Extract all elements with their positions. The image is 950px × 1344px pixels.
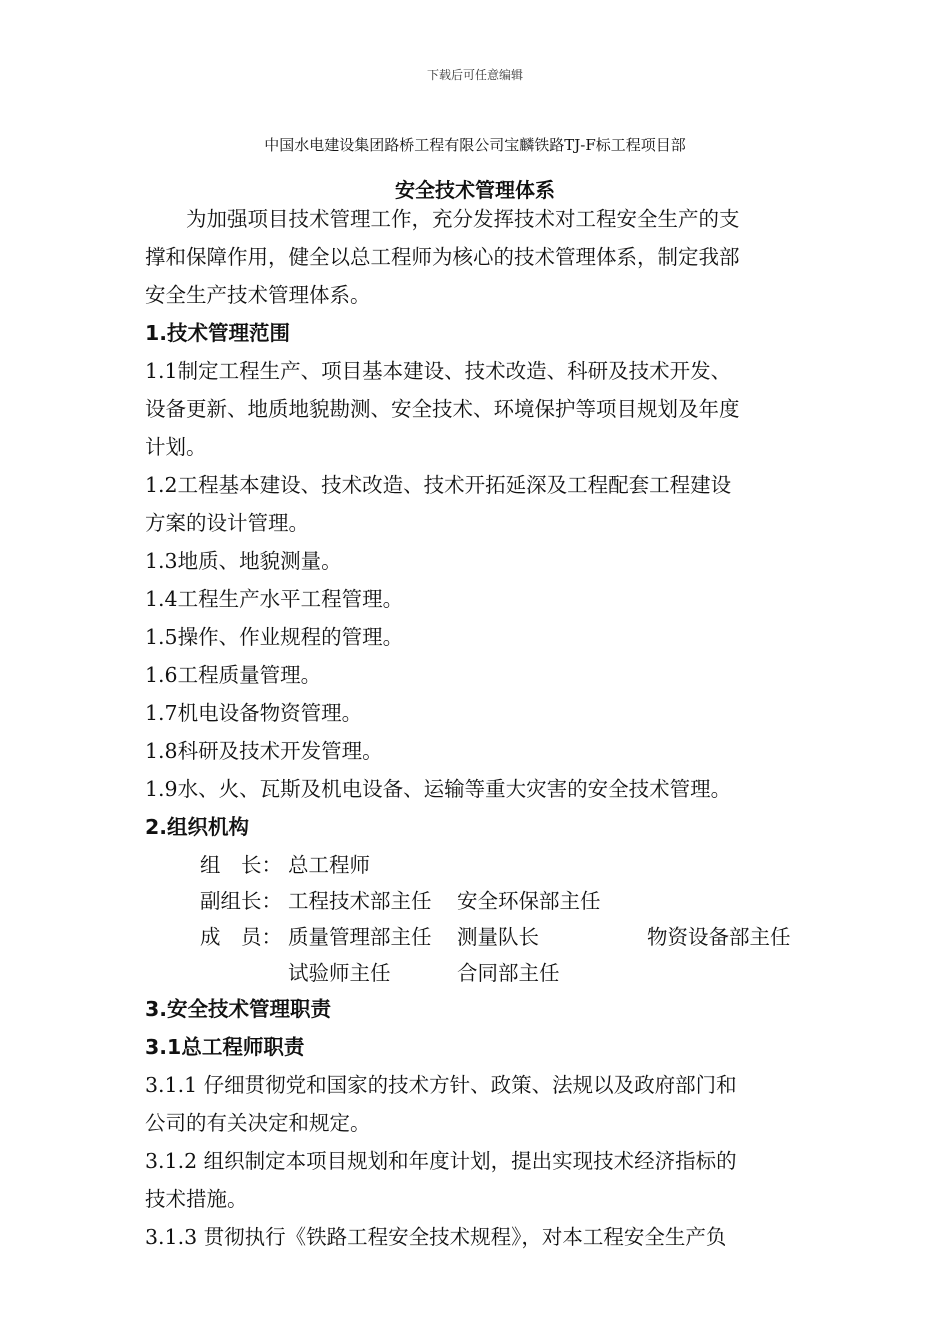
- section-3-1-heading: 3.1总工程师职责: [145, 1035, 305, 1059]
- deputy-value: 安全环保部主任: [457, 889, 601, 913]
- member-value: 测量队长: [457, 925, 539, 949]
- section-1-line: 计划。: [145, 435, 207, 459]
- section-3-line: 3.1.2 组织制定本项目规划和年度计划，提出实现技术经济指标的: [145, 1149, 737, 1173]
- org-leader-row: [145, 846, 807, 882]
- section-1-line: 1.1制定工程生产、项目基本建设、技术改造、科研及技术开发、: [145, 359, 732, 383]
- org-deputy-row: [145, 882, 807, 918]
- section-1-line: 1.5操作、作业规程的管理。: [145, 625, 404, 649]
- section-3-line: 3.1.3 贯彻执行《铁路工程安全技术规程》，对本工程安全生产负: [145, 1225, 727, 1249]
- section-1-line: 1.8科研及技术开发管理。: [145, 739, 383, 763]
- section-1-line: 方案的设计管理。: [145, 511, 309, 535]
- document-title: 安全技术管理体系: [395, 178, 555, 202]
- section-1-line: 1.2工程基本建设、技术改造、技术开拓延深及工程配套工程建设: [145, 473, 732, 497]
- intro-line-3: 安全生产技术管理体系。: [145, 283, 371, 307]
- member-value: 物资设备部主任: [647, 925, 791, 949]
- leader-value: 总工程师: [288, 853, 370, 877]
- section-3-line: 技术措施。: [145, 1187, 248, 1211]
- section-3-line: 3.1.1 仔细贯彻党和国家的技术方针、政策、法规以及政府部门和: [145, 1073, 737, 1097]
- watermark-text: 下载后可任意编辑: [426, 68, 523, 82]
- intro-line-1: 为加强项目技术管理工作，充分发挥技术对工程安全生产的支: [186, 207, 740, 231]
- intro-line-2: 撑和保障作用，健全以总工程师为核心的技术管理体系，制定我部: [145, 245, 740, 269]
- deputy-value: 工程技术部主任: [288, 889, 432, 913]
- member-value: 试验师主任: [288, 961, 391, 985]
- organization-header: 中国水电建设集团路桥工程有限公司宝麟铁路TJ-F标工程项目部: [264, 136, 686, 154]
- section-1-line: 1.3地质、地貌测量。: [145, 549, 342, 573]
- document-body: [145, 200, 807, 1256]
- section-3-line: 公司的有关决定和规定。: [145, 1111, 371, 1135]
- section-3-heading: 3.安全技术管理职责: [145, 997, 332, 1021]
- deputy-label: 副组长：: [200, 889, 282, 913]
- member-value: 质量管理部主任: [288, 925, 432, 949]
- leader-label: 组 长：: [200, 853, 282, 877]
- section-1-line: 1.4工程生产水平工程管理。: [145, 587, 404, 611]
- org-members-row: [145, 918, 807, 954]
- section-1-line: 1.9水、火、瓦斯及机电设备、运输等重大灾害的安全技术管理。: [145, 777, 732, 801]
- section-1-heading: 1.技术管理范围: [145, 321, 291, 345]
- member-value: 合同部主任: [457, 961, 560, 985]
- section-1-line: 设备更新、地质地貌勘测、安全技术、环境保护等项目规划及年度: [145, 397, 740, 421]
- members-label: 成 员：: [200, 925, 282, 949]
- section-1-line: 1.7机电设备物资管理。: [145, 701, 363, 725]
- section-1-line: 1.6工程质量管理。: [145, 663, 322, 687]
- section-2-heading: 2.组织机构: [145, 815, 250, 839]
- org-members-row-2: [145, 954, 807, 990]
